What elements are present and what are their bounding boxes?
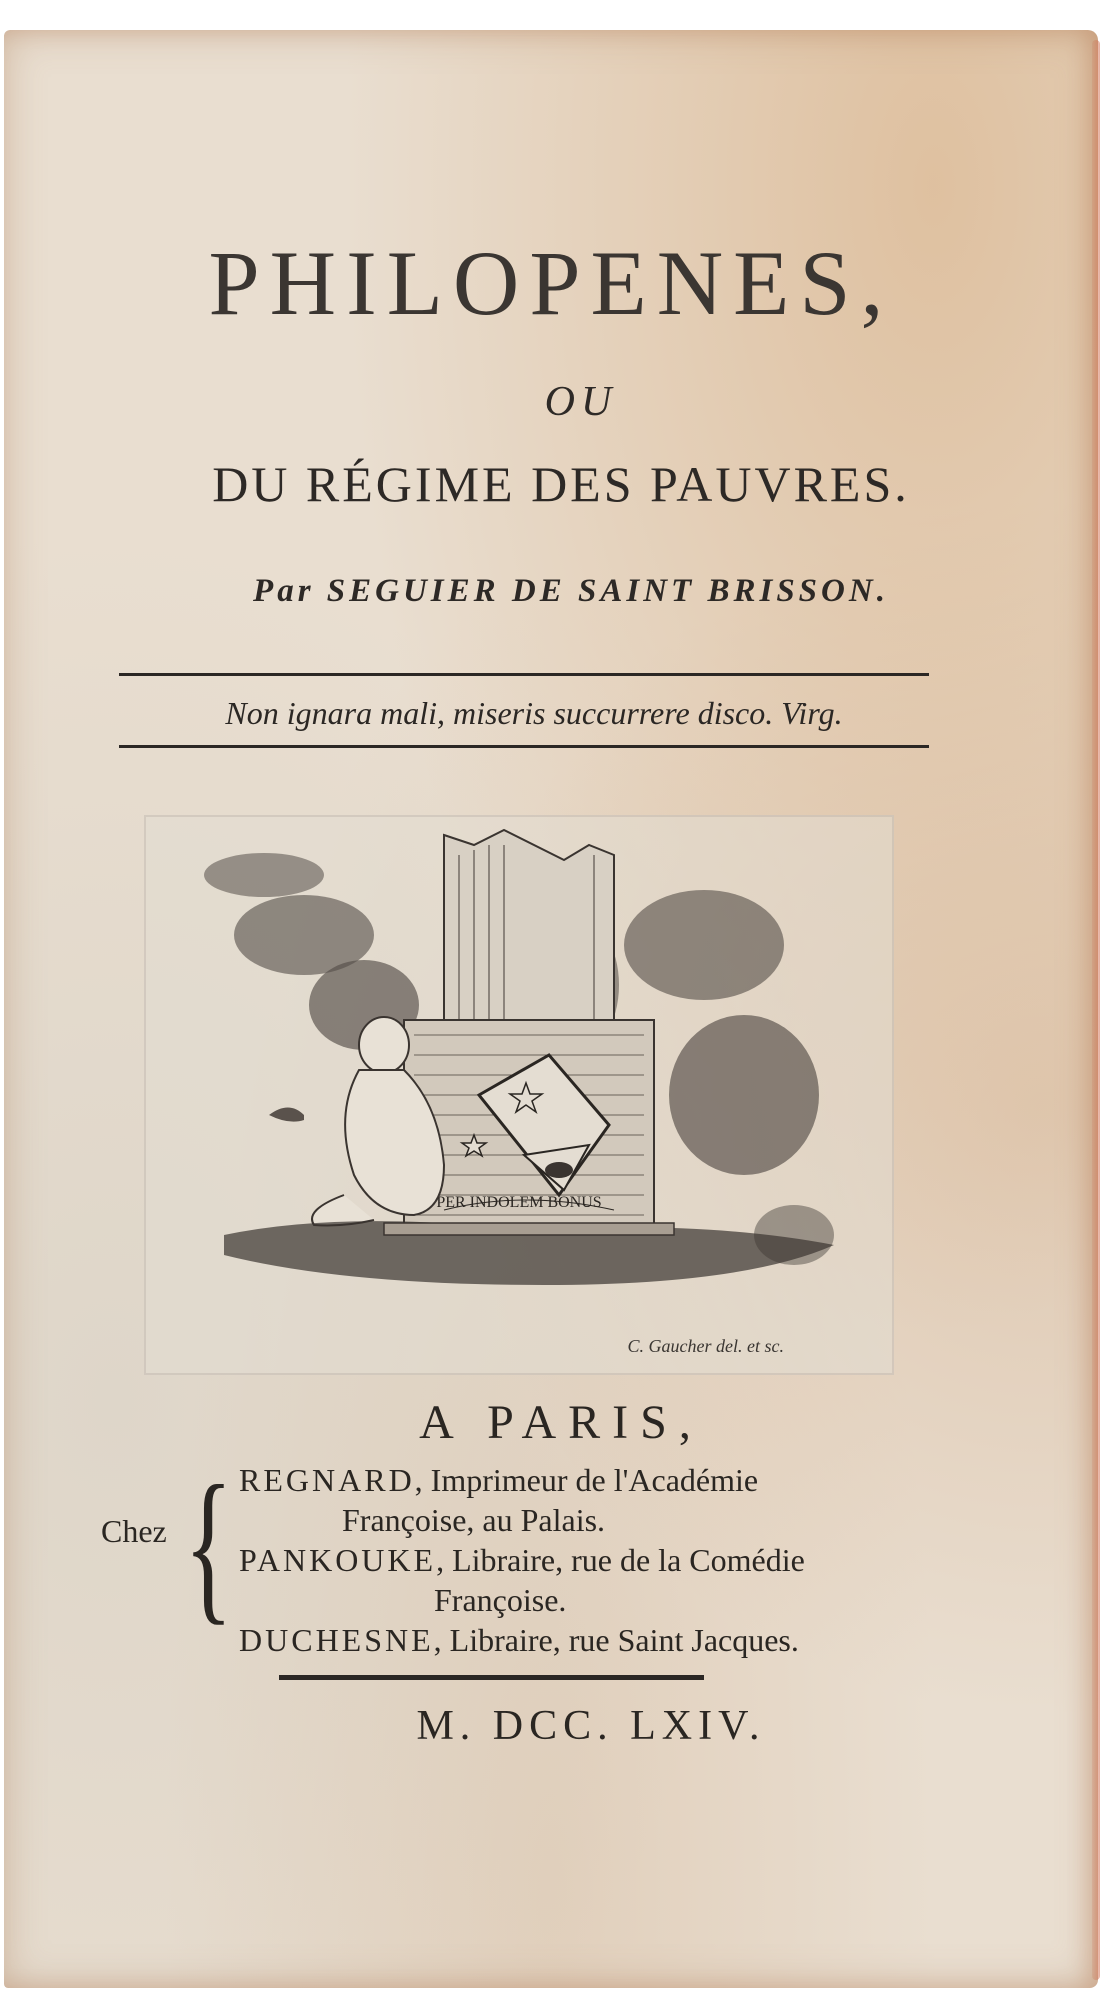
engraver-credit: C. Gaucher del. et sc. <box>627 1336 784 1356</box>
publication-date: M. DCC. LXIV. <box>416 1703 766 1749</box>
imprint-rule <box>279 1675 704 1680</box>
publisher-line: REGNARD, Imprimeur de l'Académie <box>239 1462 759 1498</box>
title-page <box>4 30 1098 1988</box>
publisher-line: Françoise, au Palais. <box>342 1502 606 1538</box>
vignette-inscription: PER INDOLEM BONUS <box>436 1194 602 1211</box>
vignette-illustration <box>144 815 894 1375</box>
epigraph-rule-top <box>119 673 929 676</box>
book-subtitle: DU RÉGIME DES PAUVRES. <box>212 456 910 512</box>
publisher-brace: { <box>184 1451 233 1639</box>
engraved-vignette <box>144 815 894 1375</box>
book-title: PHILOPENES, <box>208 232 894 334</box>
chez-label: Chez <box>101 1513 167 1549</box>
publisher-line: DUCHESNE, Libraire, rue Saint Jacques. <box>239 1622 799 1658</box>
epigraph: Non ignara mali, miseris succurrere disco. Virg. <box>225 695 843 731</box>
epigraph-rule-bottom <box>119 745 929 748</box>
publisher-line: PANKOUKE, Libraire, rue de la Comédie <box>239 1542 805 1578</box>
author-line: Par SEGUIER DE SAINT BRISSON. <box>253 573 889 609</box>
imprint-place: A PARIS, <box>419 1396 703 1449</box>
publisher-line: Françoise. <box>434 1582 567 1618</box>
title-conjunction: OU <box>544 379 618 425</box>
